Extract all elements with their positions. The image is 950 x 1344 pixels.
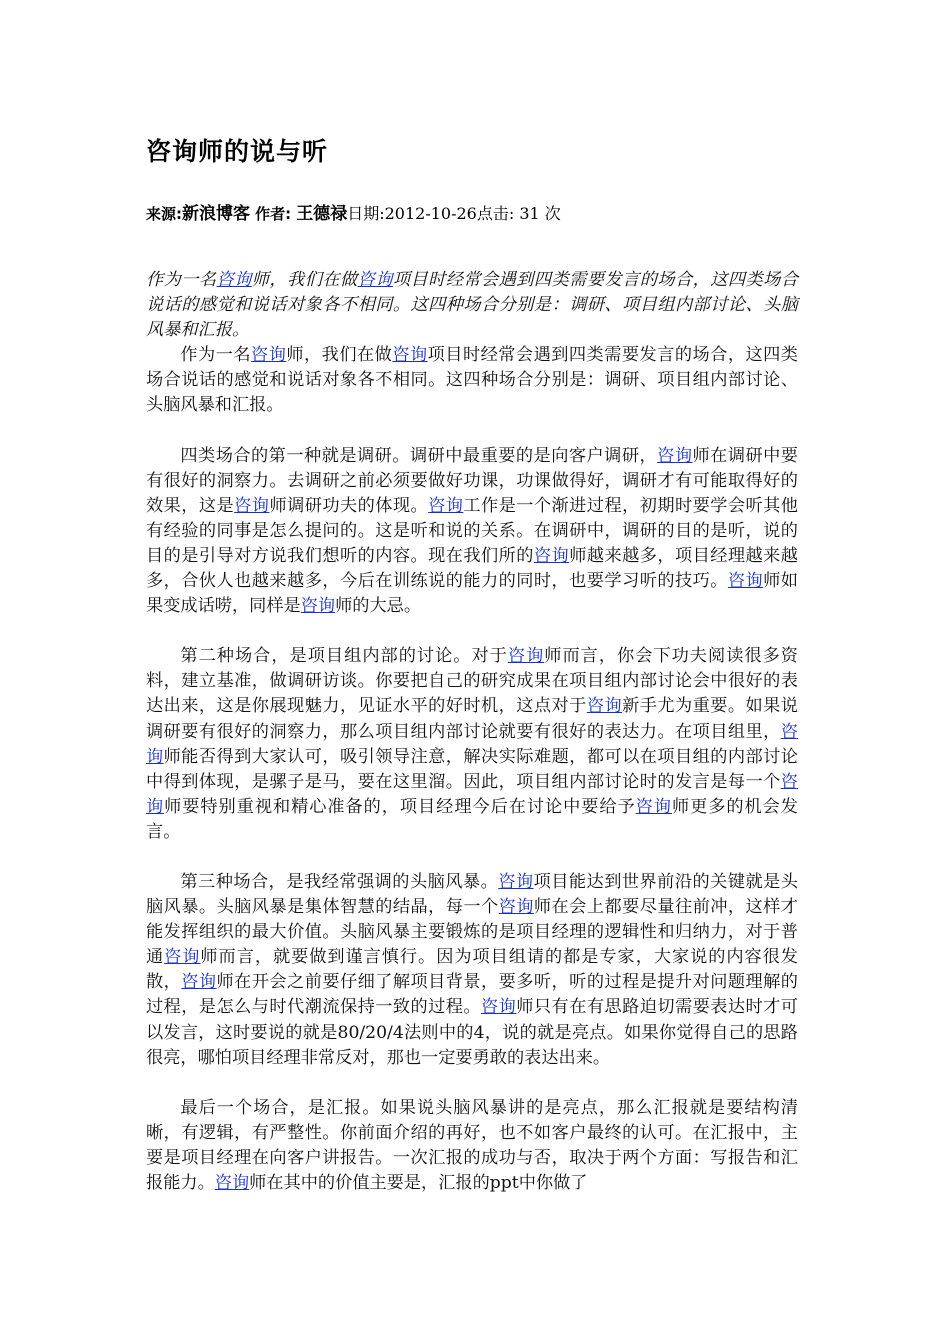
keyword-link[interactable]: 咨询 (507, 646, 545, 667)
keyword-link[interactable]: 咨询 (392, 345, 428, 366)
paragraph-text: 项目时经常会遇到四类需要发言的场合，这四类场合说话的感觉和说话对象各不相同。这四种场合分别是：调研、项目组内部讨论、头脑风暴和汇报。 (146, 270, 798, 341)
paragraph-text: 第三种场合，是我经常强调的头脑风暴。 (180, 871, 499, 892)
paragraph-text: 师只有在有思路迫切需要表达时才可以发言，这时要说的就是80/20/4法则中的4，说的就是亮点。如果你觉得自己的思路很亮，哪怕项目经理非常反对，那也一定要勇敢的表达出来。 (146, 997, 798, 1068)
author-value: 王德禄 (296, 204, 348, 224)
keyword-link[interactable]: 咨询 (498, 871, 534, 892)
paragraph-text: 师要特别重视和精心准备的，项目经理今后在讨论中要给予 (164, 796, 636, 817)
keyword-link[interactable]: 咨询 (657, 445, 693, 466)
keyword-link[interactable]: 咨询 (481, 997, 517, 1018)
clicks-label: 点击: (476, 204, 515, 223)
body-paragraph (146, 644, 798, 845)
paragraph-text: 师能否得到大家认可，吸引领导注意，解决实际难题，都可以在项目组的内部讨论中得到体现，是骡子是马，要在这里溜。因此，项目组内部讨论时的发言是每一个 (146, 746, 798, 792)
author-label: 作者: (255, 205, 292, 223)
date-value: 2012-10-26 (384, 204, 477, 223)
paragraph-gap (146, 419, 798, 444)
paragraph-text: 师在会上都要尽量往前冲，这样才能发挥组织的最大价值。头脑风暴主要锻炼的是项目经理的逻辑性和归纳力，对于普通 (146, 897, 798, 968)
body-paragraph (146, 870, 798, 1071)
paragraph-text: 项目能达到世界前沿的关键就是头脑风暴。头脑风暴是集体智慧的结晶，每一个 (146, 871, 798, 918)
paragraph-text: 师在开会之前要仔细了解项目背景，要多听，听的过程是提升对问题理解的过程，是怎么与时代潮流保持一致的过程。 (146, 972, 798, 1018)
paragraph-text: 四类场合的第一种就是调研。调研中最重要的是向客户调研， (180, 445, 658, 466)
keyword-link[interactable]: 咨询 (234, 495, 270, 516)
paragraph-text: 师而言，就要做到谨言慎行。因为项目组请的都是专家，大家说的内容很发散， (146, 947, 798, 993)
keyword-link[interactable]: 咨询 (533, 545, 570, 566)
paragraph-text: 作为一名 (146, 270, 217, 290)
keyword-link[interactable]: 咨询 (727, 571, 764, 592)
paragraph-gap (146, 619, 798, 644)
paragraph-text: 工作是一个渐进过程，初期时要学会听其他有经验的同事是怎么提问的。这是听和说的关系。在调研中，调研的目的是听，说的目的是引导对方说我们想听的内容。现在我们所的 (146, 495, 798, 566)
body-paragraph (146, 343, 798, 418)
paragraph-text: 师越来越多，项目经理越来越多，合伙人也越来越多，今后在训练说的能力的同时，也要学习听的技巧。 (146, 545, 798, 592)
keyword-link[interactable]: 咨询 (498, 897, 534, 918)
paragraph-text: 师，我们在做 (286, 345, 393, 366)
paragraph-gap (146, 845, 798, 870)
keyword-link[interactable]: 咨询 (428, 495, 464, 516)
paragraph-text: 师的大忌。 (335, 596, 422, 617)
article-body (146, 268, 798, 1196)
paragraph-text: 新手尤为重要。如果说调研要有很好的洞察力，那么项目组内部讨论就要有很好的表达力。在项目组里， (146, 696, 798, 742)
article-title: 咨询师的说与听 (146, 137, 329, 166)
paragraph-text: 作为一名 (180, 345, 252, 366)
lead-paragraph (146, 268, 798, 343)
keyword-link[interactable]: 咨询 (251, 345, 287, 366)
paragraph-text: 第二种场合，是项目组内部的讨论。对于 (180, 646, 508, 667)
body-paragraph (146, 444, 798, 620)
keyword-link[interactable]: 咨询 (357, 270, 393, 290)
paragraph-text: 师，我们在做 (251, 270, 358, 290)
paragraph-text: 师在其中的价值主要是，汇报的ppt中你做了 (249, 1173, 588, 1193)
body-paragraph (146, 1096, 798, 1196)
keyword-link[interactable]: 咨询 (635, 796, 672, 817)
keyword-link[interactable]: 咨询 (586, 696, 623, 717)
paragraph-text: 最后一个场合，是汇报。如果说头脑风暴讲的是亮点，那么汇报就是要结构清晰，有逻辑，有严整性。你前面介绍的再好，也不如客户最终的认可。在汇报中，主要是项目经理在向客户讲报告。一次汇报的成功与否，取决于两个方面：写报告和汇报能力。 (146, 1097, 798, 1193)
paragraph-text: 师而言，你会下功夫阅读很多资料，建立基准，做调研访谈。你要把自己的研究成果在项目组内部讨论会中很好的表达出来，这是你展现魅力，见证水平的好时机，这点对于 (146, 646, 798, 717)
paragraph-text: 师更多的机会发言。 (146, 796, 798, 842)
keyword-link[interactable]: 咨询 (164, 947, 201, 968)
source-label: 来源: (146, 205, 182, 223)
paragraph-text: 师在调研中要有很好的洞察力。去调研之前必须要做好功课，功课做得好，调研才有可能取得好的效果，这是 (146, 445, 798, 516)
paragraph-text: 师调研功夫的体现。 (269, 495, 429, 516)
source-value: 新浪博客 (182, 204, 250, 224)
keyword-link[interactable]: 咨询 (181, 972, 217, 993)
article-meta (146, 199, 561, 224)
keyword-link[interactable]: 咨询 (146, 771, 798, 817)
keyword-link[interactable]: 咨询 (214, 1173, 250, 1193)
paragraph-gap (146, 1071, 798, 1096)
paragraph-text: 项目时经常会遇到四类需要发言的场合，这四类场合说话的感觉和说话对象各不相同。这四种场合分别是：调研、项目组内部讨论、头脑风暴和汇报。 (146, 345, 798, 416)
keyword-link[interactable]: 咨询 (300, 596, 336, 617)
paragraph-text: 师如果变成话唠，同样是 (146, 571, 798, 617)
keyword-link[interactable]: 咨询 (146, 721, 798, 767)
clicks-value: 31 (519, 204, 540, 223)
date-label: 日期: (347, 204, 385, 223)
keyword-link[interactable]: 咨询 (216, 270, 252, 290)
clicks-unit: 次 (544, 204, 561, 223)
